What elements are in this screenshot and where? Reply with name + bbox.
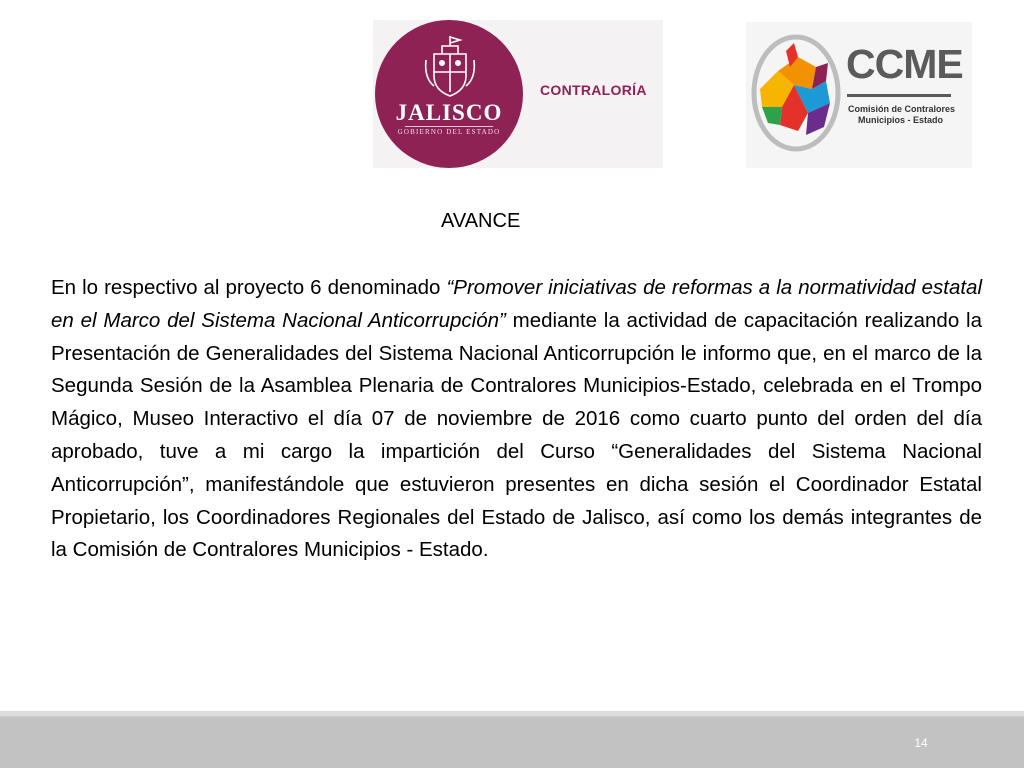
ccme-subtitle-line2: Municipios - Estado (858, 115, 944, 125)
ccme-emblem-icon (746, 27, 846, 157)
ccme-divider (847, 94, 951, 97)
body-intro: En lo respectivo al proyecto 6 denominado (51, 276, 447, 299)
jalisco-seal (375, 20, 523, 168)
ccme-subtitle-line1: Comisión de Contralores (848, 104, 956, 114)
coat-of-arms-icon (422, 34, 478, 100)
footer-band (0, 711, 1024, 768)
slide-heading: AVANCE (441, 210, 521, 232)
jalisco-contraloria-logo (373, 20, 663, 168)
body-paragraph (51, 272, 982, 567)
jalisco-divider (405, 126, 493, 127)
ccme-wordmark: CCME (846, 41, 963, 87)
ccme-logo (746, 22, 972, 168)
project-title: “Promover iniciativas de reformas a la normatividad estatal en el Marco del Sistema Nacional Anticorrupción” (51, 276, 982, 332)
jalisco-tagline: GOBIERNO DEL ESTADO (397, 128, 501, 136)
contraloria-label: CONTRALORÍA (540, 82, 647, 98)
jalisco-wordmark: JALISCO (395, 100, 503, 125)
body-rest: mediante la actividad de capacitación realizando la Presentación de Generalidades del Sistema Nacional Anticorrupción le informo que, en el marco de la Segunda Sesión de la Asamblea Plenaria de Contralores Municipios-Estado, celebrada en el Trompo Mágico, Museo Interactivo el día 07 de noviembre de 2016 como cuarto punto del orden del día aprobado, tuve a mi cargo la impartición del Curso “Generalidades del Sistema Nacional Anticorrupción”, manifestándole que estuvieron presentes en dicha sesión el Coordinador Estatal Propietario, los Coordinadores Regionales del Estado de Jalisco, así como los demás integrantes de la Comisión de Contralores Municipios - Estado. (51, 308, 982, 562)
page-number: 14 (914, 736, 928, 750)
